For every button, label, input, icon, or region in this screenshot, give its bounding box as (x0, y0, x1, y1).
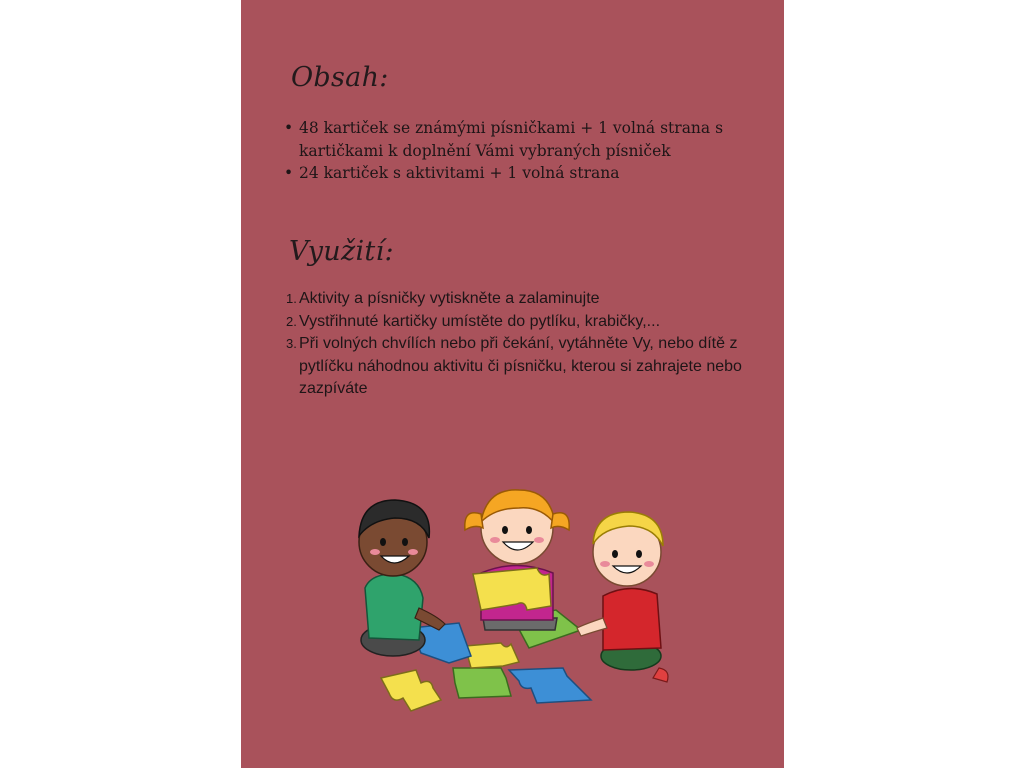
usage-step-number: 3. (286, 336, 297, 351)
usage-step-text: Při volných chvílích nebo při čekání, vytáhněte Vy, nebo dítě z pytlíčku náhodnou aktivitu či písničku, kterou si zahrajete nebo zazpíváte (299, 335, 742, 397)
usage-step-text: Vystřihnuté kartičky umístěte do pytlíku, krabičky,... (299, 312, 661, 330)
contents-list (299, 117, 759, 185)
contents-item: • 24 kartiček s aktivitami + 1 volná strana (299, 162, 759, 185)
usage-steps-list (286, 288, 759, 401)
middle-child-figure (465, 490, 569, 630)
children-playing-puzzle-illustration (341, 478, 681, 718)
contents-item: • 48 kartiček se známými písničkami + 1 volná strana s kartičkami k doplnění Vámi vybraných písniček (299, 117, 759, 162)
usage-step (286, 288, 759, 311)
usage-step-number: 2. (286, 313, 297, 329)
right-child-figure (577, 512, 668, 682)
usage-step-number: 1. (286, 291, 297, 306)
usage-step (286, 311, 759, 334)
usage-step-text: Aktivity a písničky vytiskněte a zalaminujte (299, 290, 600, 307)
document-page (241, 0, 784, 768)
usage-heading: Využití: (289, 236, 394, 267)
usage-step (286, 333, 759, 401)
contents-heading: Obsah: (291, 62, 389, 93)
